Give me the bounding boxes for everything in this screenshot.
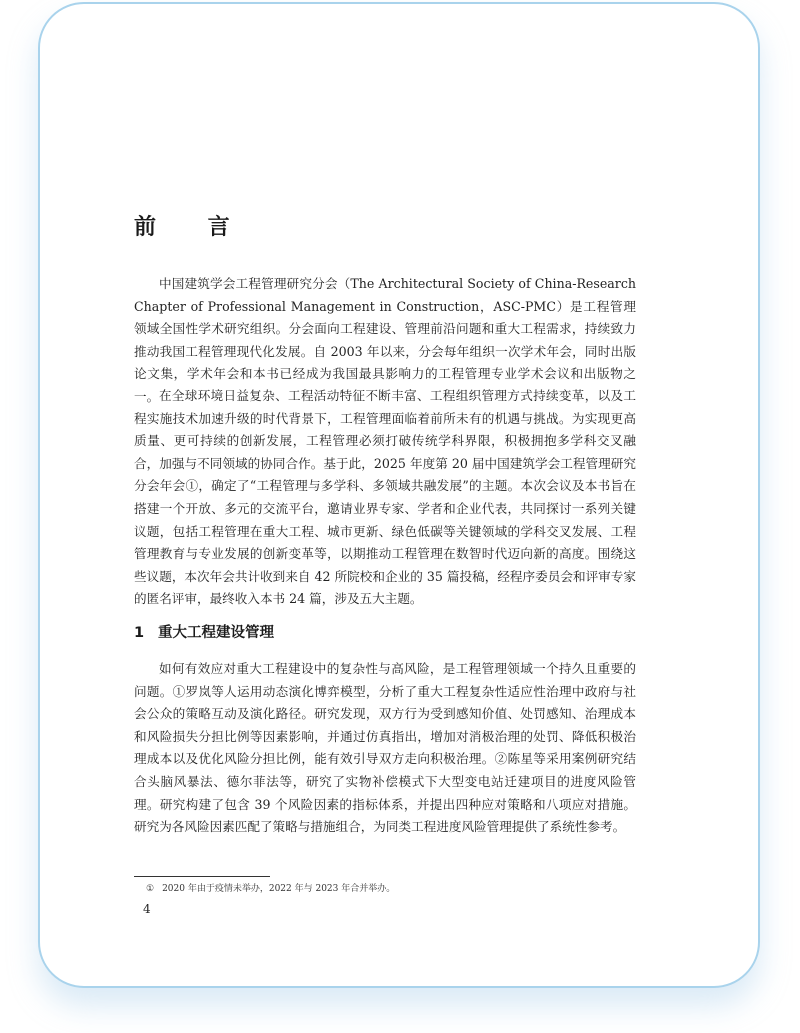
section-title: 重大工程建设管理 [158, 625, 274, 641]
preface-paragraph-1: 中国建筑学会工程管理研究分会（The Architectural Society of China-Research Chapter of Professional Management in Construction，ASC-PMC）是工程管理领域全国性学术研究组织。分会面向工程建设、管理前沿问题和重大工程需求，持续致力推动我国工程管理现代化发展。自 2003 年以来，分会每年组织一次学术年会，同时出版论文集，学术年会和本书已经成为我国最具影响力的工程管理专业学术会议和出版物之一。 [134, 276, 636, 404]
footnote-divider [134, 876, 270, 877]
page-title: 前 言 [134, 215, 252, 240]
section-number: 1 [134, 625, 145, 641]
page-number: 4 [143, 902, 151, 916]
footnote-text: 2020 年由于疫情未举办，2022 年与 2023 年合并举办。 [162, 884, 396, 894]
section-heading [134, 621, 274, 642]
footnote [146, 881, 395, 894]
preface-paragraph-2: 在全球环境日益复杂、工程活动特征不断丰富、工程组织管理方式持续变革，以及工程实施技术加速升级的时代背景下，工程管理面临着前所未有的机遇与挑战。为实现更高质量、更可持续的创新发展，工程管理必须打破传统学科界限，积极拥抱多学科交叉融合，加强与不同领域的协同合作。基于此，2025 年度第 20 届中国建筑学会工程管理研究分会年会①，确定了“工程管理与多学科、多领域共融发展”的主题。本次会议及本书旨在搭建一个开放、多元的交流平台，邀请业界专家、学者和企业代表，共同探讨一系列关键议题，包括工程管理在重大工程、城市更新、绿色低碳等关键领域的学科交叉发展、工程管理教育与专业发展的创新变革等，以期推动工程管理在数智时代迈向新的高度。围绕这些议题，本次年会共计收到来自 42 所院校和企业的 35 篇投稿，经程序委员会和评审专家的匿名评审，最终收入本书 24 篇，涉及五大主题。 [134, 388, 636, 607]
section-paragraph: 如何有效应对重大工程建设中的复杂性与高风险，是工程管理领域一个持久且重要的问题。①罗岚等人运用动态演化博弈模型，分析了重大工程复杂性适应性治理中政府与社会公众的策略互动及演化路径。研究发现，双方行为受到感知价值、处罚感知、治理成本和风险损失分担比例等因素影响，并通过仿真指出，增加对消极治理的处罚、降低积极治理成本以及优化风险分担比例，能有效引导双方走向积极治理。②陈星等采用案例研究结合头脑风暴法、德尔菲法等，研究了实物补偿模式下大型变电站迁建项目的进度风险管理。研究构建了包含 39 个风险因素的指标体系，并提出四种应对策略和八项应对措施。研究为各风险因素匹配了策略与措施组合，为同类工程进度风险管理提供了系统性参考。 [134, 661, 636, 835]
footnote-mark: ① [146, 884, 155, 894]
